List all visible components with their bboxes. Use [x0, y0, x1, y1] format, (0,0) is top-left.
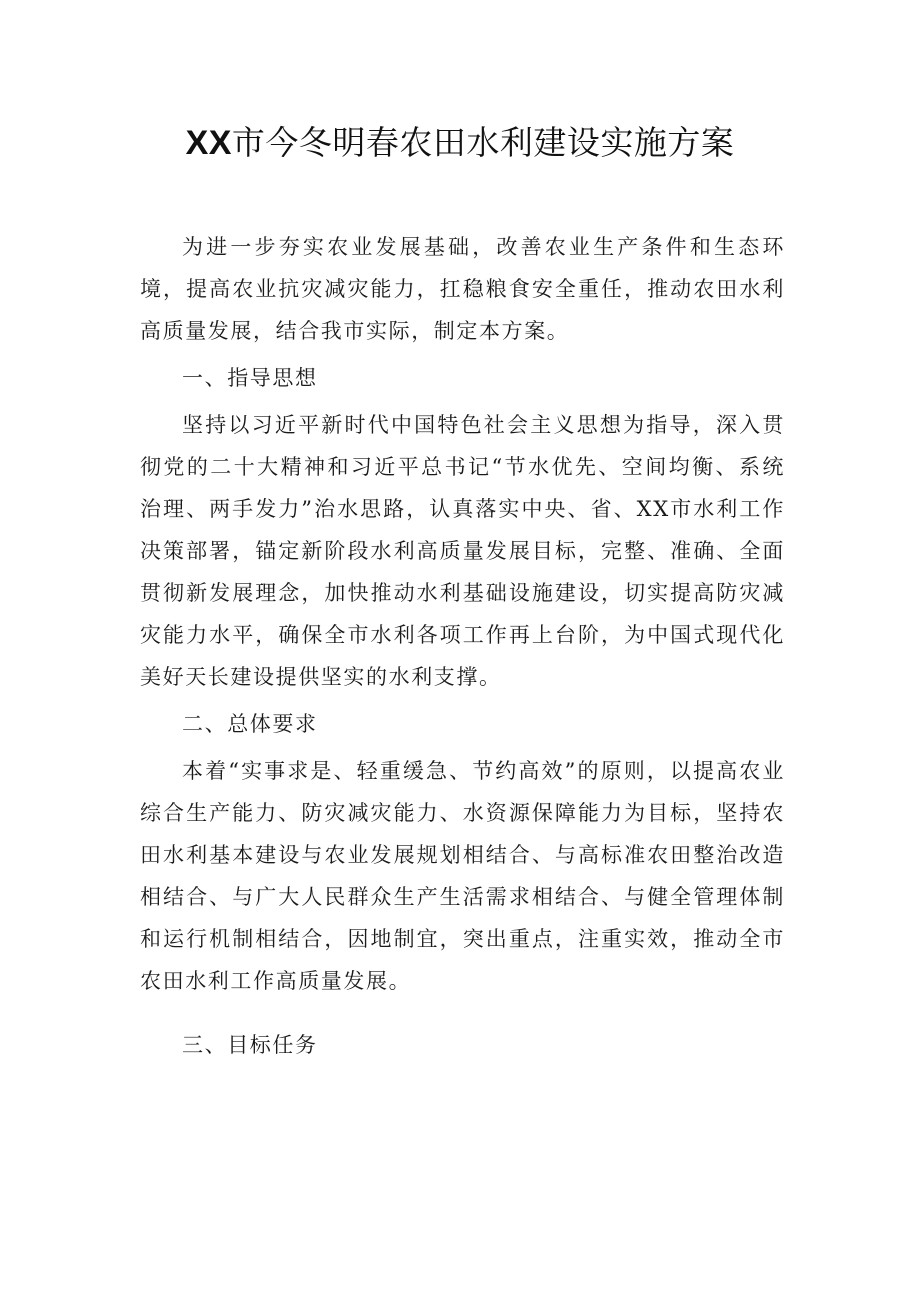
- section-heading-guiding-ideology: 一、指导思想: [182, 366, 318, 390]
- document-body: [140, 226, 785, 1071]
- section-heading-targets-tasks: 三、目标任务: [182, 1033, 318, 1057]
- section-heading-general-requirements: 二、总体要求: [182, 712, 318, 736]
- title-prefix: XX: [185, 124, 232, 162]
- document-title: [0, 120, 920, 166]
- general-requirements-paragraph: 本着“实事求是、轻重缓急、节约高效”的原则，以提高农业综合生产能力、防灾减灾能力、水资源保障能力为目标，坚持农田水利基本建设与农业发展规划相结合、与高标准农田整治改造相结合、与广大人民群众生产生活需求相结合、与健全管理体制和运行机制相结合，因地制宜，突出重点，注重实效，推动全市农田水利工作高质量发展。: [140, 759, 785, 993]
- title-main: 市今冬明春农田水利建设实施方案: [231, 123, 735, 162]
- intro-paragraph: 为进一步夯实农业发展基础，改善农业生产条件和生态环境，提高农业抗灾减灾能力，扛稳粮食安全重任，推动农田水利高质量发展，结合我市实际，制定本方案。: [140, 235, 785, 343]
- guiding-ideology-paragraph: 坚持以习近平新时代中国特色社会主义思想为指导，深入贯彻党的二十大精神和习近平总书记“节水优先、空间均衡、系统治理、两手发力”治水思路，认真落实中央、省、XX市水利工作决策部署，锚定新阶段水利高质量发展目标，完整、准确、全面贯彻新发展理念，加快推动水利基础设施建设，切实提高防灾减灾能力水平，确保全市水利各项工作再上台阶，为中国式现代化美好天长建设提供坚实的水利支撑。: [140, 413, 785, 689]
